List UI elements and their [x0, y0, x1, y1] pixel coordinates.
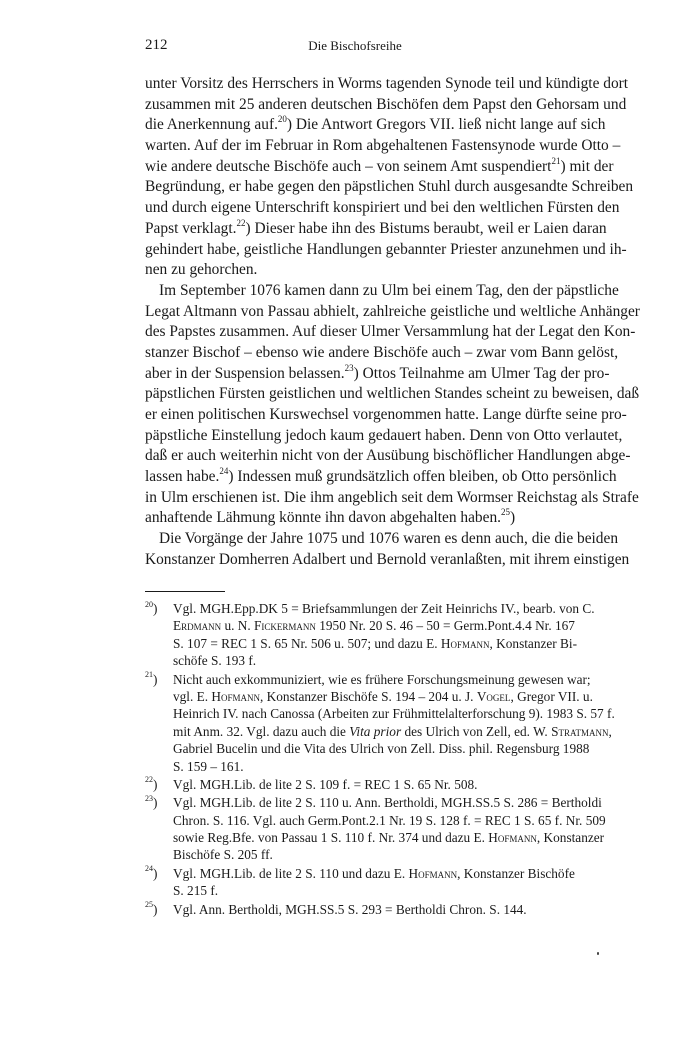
footnote-number: 23	[145, 793, 153, 803]
author-name: Stratmann	[551, 723, 609, 739]
text-segment: Im September 1076 kamen dann zu Ulm bei einem Tag, den der päpstliche	[159, 281, 619, 299]
text-segment: Papst verklagt.	[145, 219, 237, 237]
footnote-line	[173, 776, 565, 793]
footnote-label: $^{24}$)	[145, 864, 158, 881]
text-segment: anhaftende Lähmung könnte ihn davon abgehalten haben.	[145, 509, 501, 527]
text-segment: Bischöfe S. 205 ff.	[173, 847, 273, 863]
text-segment: ,	[608, 723, 612, 739]
author-name: Hofmann	[440, 635, 490, 651]
footnote-line	[173, 829, 605, 846]
text-segment: , Konstanzer Bischöfe S. 194 – 204 u. J.	[260, 688, 477, 704]
footnote-25	[145, 901, 565, 918]
text-segment: mit Anm. 32. Vgl. dazu auch die	[173, 723, 350, 739]
author-name: Hofmann	[408, 865, 458, 881]
text-line	[145, 198, 620, 219]
text-segment: aber in der Suspension belassen.	[145, 364, 345, 382]
text-line	[145, 405, 627, 426]
text-line	[145, 322, 636, 343]
text-line	[145, 362, 610, 385]
footnote-line	[173, 671, 591, 688]
footnote-line	[173, 758, 565, 775]
text-segment: Nicht auch exkommuniziert, wie es frühere Forschungsmeinung gewesen war;	[173, 671, 591, 687]
text-segment: 1950 Nr. 20 S. 46 – 50 = Germ.Pont.4.4 Nr. 167	[315, 618, 575, 634]
text-segment: Vgl. MGH.Epp.DK 5 = Briefsammlungen der Zeit Heinrichs IV., bearb. von C.	[173, 601, 595, 616]
footnote-reference: 20	[277, 114, 287, 125]
text-segment: päpstliche Einstellung jedoch kaum gedauert haben. Denn von Otto verlautet,	[145, 426, 623, 444]
work-title: Vita prior	[349, 723, 402, 739]
footnote-line	[173, 812, 606, 829]
text-line	[145, 550, 630, 571]
text-line	[145, 302, 640, 323]
text-segment: , Konstanzer Bischöfe	[457, 865, 575, 881]
text-segment: , Gregor VII. u.	[510, 688, 593, 704]
text-segment: in Ulm erschienen ist. Die ihm angeblich seit dem Wormser Reichstag als Strafe	[145, 488, 639, 506]
text-line	[145, 529, 619, 550]
text-segment: lassen habe.	[145, 468, 220, 486]
text-segment: S. 215 f.	[173, 883, 219, 899]
footnote-22	[145, 776, 565, 793]
author-name: Hofmann	[211, 688, 261, 704]
footnote-label: $^{20}$)	[145, 599, 158, 616]
footnote-number: 22	[145, 775, 153, 785]
text-line	[145, 136, 621, 157]
text-segment: Begründung, er habe gegen den päpstlichen Stuhl durch ausgesandte Schreiben	[145, 178, 634, 196]
footnote-line	[173, 901, 565, 918]
text-segment: S. 107 = REC 1 S. 65 Nr. 506 u. 507; und dazu E.	[173, 635, 441, 651]
text-segment: die Anerkennung auf.	[145, 116, 278, 134]
text-segment: unter Vorsitz des Herrschers in Worms tagenden Synode teil und kündigte dort	[145, 75, 629, 92]
text-segment: Legat Altmann von Passau abhielt, zahlreiche geistliche und weltliche Anhänger	[145, 302, 640, 320]
text-line	[145, 240, 627, 261]
footnote-line	[173, 688, 593, 705]
text-line	[145, 446, 631, 467]
footnote-label: $^{22}$)	[145, 775, 158, 792]
text-segment: päpstlichen Fürsten geistlichen und weltlichen Standes scheint zu beweisen, daß	[145, 385, 640, 403]
text-line	[145, 177, 634, 198]
text-segment: ) Indessen muß grundsätzlich offen bleiben, ob Otto persönlich	[228, 468, 617, 486]
text-segment: ) Die Antwort Gregors VII. ließ nicht lange auf sich	[286, 116, 606, 134]
text-line	[145, 343, 619, 364]
text-segment: des Ulrich von Zell, ed. W.	[401, 723, 552, 739]
footnote-reference: 23	[344, 362, 354, 373]
footnote-number: 20	[145, 599, 153, 609]
footnote-line	[173, 705, 615, 722]
text-line	[145, 74, 629, 95]
footnote-number: 24	[145, 864, 153, 874]
text-segment: wie andere deutsche Bischöfe auch – von seinem Amt suspendiert	[145, 157, 552, 175]
text-segment: Vgl. MGH.Lib. de lite 2 S. 109 f. = REC 1 S. 65 Nr. 508.	[173, 776, 478, 792]
text-line	[145, 114, 606, 136]
footnote-line	[173, 635, 578, 652]
text-segment: )	[510, 509, 516, 527]
text-segment: des Papstes zusammen. Auf dieser Ulmer Versammlung hat der Legat den Kon-	[145, 323, 636, 341]
text-segment: Die Vorgänge der Jahre 1075 und 1076 waren es denn auch, die die beiden	[159, 530, 619, 548]
text-segment: und durch eigene Unterschrift konspiriert und bei den weltlichen Fürsten den	[145, 199, 620, 217]
page-number: 212	[145, 37, 168, 53]
footnote-separator	[145, 591, 225, 592]
text-segment: , Konstanzer Bi-	[489, 635, 578, 651]
text-segment: schöfe S. 193 f.	[173, 653, 257, 669]
footnotes	[145, 599, 615, 919]
footnote-label: $^{21}$)	[145, 670, 158, 687]
footnote-line	[173, 723, 612, 740]
text-segment: daß er auch weiterhin nicht von der Ausübung bischöflicher Handlungen abge-	[145, 447, 631, 465]
text-line	[145, 155, 614, 178]
footnote-line	[173, 882, 565, 899]
text-line	[145, 508, 565, 529]
text-segment: Vgl. MGH.Lib. de lite 2 S. 110 u. Ann. Bertholdi, MGH.SS.5 S. 286 = Bertholdi	[173, 795, 602, 811]
text-segment: Heinrich IV. nach Canossa (Arbeiten zur Frühmittelalterforschung 9). 1983 S. 57 f.	[173, 706, 615, 722]
footnote-line	[173, 740, 590, 757]
text-line	[145, 281, 619, 302]
text-line	[145, 488, 639, 509]
footnote-21	[145, 670, 615, 775]
text-segment: u. N.	[221, 618, 255, 634]
footnote-line	[173, 600, 595, 617]
footnote-line	[173, 865, 575, 882]
text-segment: ) mit der	[560, 157, 614, 175]
footnote-line	[173, 652, 565, 669]
footnote-line	[173, 617, 575, 634]
footnote-line	[173, 794, 602, 811]
text-segment: Chron. S. 116. Vgl. auch Germ.Pont.2.1 Nr. 19 S. 128 f. = REC 1 S. 65 f. Nr. 509	[173, 812, 606, 828]
footnote-reference: 21	[551, 155, 561, 166]
text-segment: Konstanzer Domherren Adalbert und Bernold veranlaßten, mit ihrem einstigen	[145, 550, 630, 568]
footnote-20	[145, 599, 595, 670]
text-segment: zusammen mit 25 anderen deutschen Bischöfen dem Papst den Gehorsam und	[145, 95, 627, 113]
text-segment: sowie Reg.Bfe. von Passau 1 S. 110 f. Nr. 374 und dazu E.	[173, 830, 489, 846]
author-name: Hofmann	[488, 830, 537, 846]
author-name: Vogel	[476, 688, 511, 704]
text-line	[145, 260, 565, 281]
text-segment: stanzer Bischof – ebenso wie andere Bischöfe auch – zwar vom Bann gelöst,	[145, 343, 619, 361]
footnote-label: $^{23}$)	[145, 793, 158, 811]
footnote-24	[145, 864, 575, 900]
footnote-23	[145, 793, 606, 864]
text-segment: , Konstanzer	[536, 830, 605, 846]
text-segment: ) Dieser habe ihn des Bistums beraubt, weil er Laien daran	[245, 219, 607, 237]
page-header	[145, 37, 565, 57]
footnote-reference: 22	[236, 217, 246, 228]
text-line	[145, 217, 607, 240]
text-segment: ) Ottos Teilnahme am Ulmer Tag der pro-	[353, 364, 610, 382]
text-segment: Vgl. Ann. Bertholdi, MGH.SS.5 S. 293 = Bertholdi Chron. S. 144.	[173, 901, 527, 917]
text-segment: Gabriel Bucelin und die Vita des Ulrich von Zell. Diss. phil. Regensburg 1988	[173, 741, 590, 757]
text-segment: er einen politischen Kurswechsel vorgenommen hatte. Lange dürfte seine pro-	[145, 406, 627, 423]
text-line	[145, 384, 640, 405]
footnote-reference: 25	[501, 507, 510, 518]
footnote-line	[173, 846, 565, 863]
text-line	[145, 426, 623, 447]
text-segment: warten. Auf der im Februar in Rom abgehaltenen Fastensynode wurde Otto –	[145, 137, 621, 155]
text-segment: nen zu gehorchen.	[145, 261, 258, 279]
stray-mark	[597, 952, 599, 955]
text-line	[145, 465, 617, 488]
footnote-number: 21	[145, 670, 153, 680]
text-segment: Vgl. MGH.Lib. de lite 2 S. 110 und dazu E.	[173, 865, 409, 881]
text-line	[145, 95, 627, 116]
text-segment: S. 159 – 161.	[173, 758, 244, 774]
footnote-label: $^{25}$)	[145, 900, 158, 917]
running-head: Die Bischofsreihe	[308, 38, 402, 53]
text-segment: gehindert habe, geistliche Handlungen gebannter Priester anzunehmen und ih-	[145, 240, 627, 258]
author-name: Erdmann	[173, 618, 222, 634]
author-name: Fickermann	[254, 618, 316, 634]
main-text	[145, 74, 640, 571]
text-segment: vgl. E.	[173, 688, 212, 704]
footnote-number: 25	[145, 900, 153, 910]
footnote-reference: 24	[219, 465, 229, 476]
